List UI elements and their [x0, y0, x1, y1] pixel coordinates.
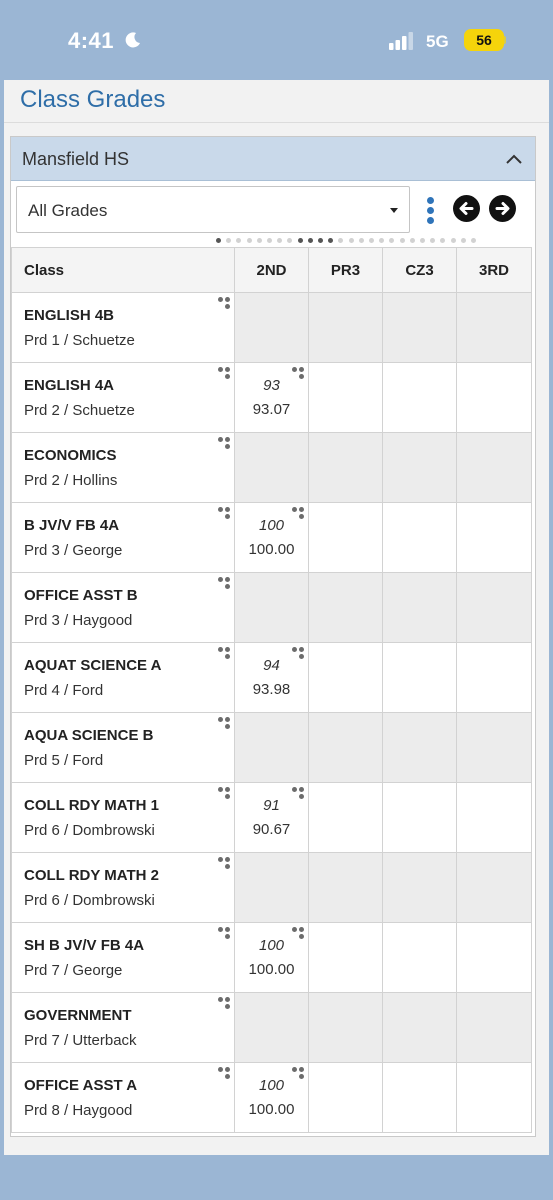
- grade-cell-pr3: [309, 783, 383, 853]
- grade-cell-cz3: [383, 1063, 457, 1133]
- pager-dot: [226, 238, 231, 243]
- three-dots-icon[interactable]: [292, 927, 304, 939]
- pager-dot: [236, 238, 241, 243]
- grade-cell-cz3: [383, 573, 457, 643]
- class-cell[interactable]: [12, 643, 235, 713]
- grade-cell-2nd: [235, 433, 309, 503]
- course-period-teacher: Prd 8 / Haygood: [24, 1101, 133, 1119]
- status-time: 4:41: [68, 28, 115, 53]
- network-label: 5G: [426, 32, 449, 51]
- pager-dot: [338, 238, 343, 243]
- table-row: [12, 783, 532, 853]
- grade-cell-pr3: [309, 573, 383, 643]
- grade-cell-3rd: [457, 293, 532, 363]
- battery-icon: 56: [464, 29, 504, 51]
- three-dots-icon[interactable]: [218, 437, 230, 449]
- course-period-teacher: Prd 2 / Schuetze: [24, 401, 135, 419]
- moon-icon: [124, 31, 142, 49]
- grade-cell-pr3: [309, 503, 383, 573]
- three-dots-icon[interactable]: [218, 857, 230, 869]
- grade-cell-2nd: [235, 713, 309, 783]
- grade-value: 100: [258, 1077, 285, 1094]
- course-name: AQUA SCIENCE B: [24, 726, 154, 744]
- course-name: OFFICE ASST B: [24, 586, 138, 604]
- grade-cell-cz3: [383, 783, 457, 853]
- pager-dot: [298, 238, 303, 243]
- course-period-teacher: Prd 6 / Dombrowski: [24, 891, 155, 909]
- pager-dot: [410, 238, 415, 243]
- pager-dot: [400, 238, 405, 243]
- grade-cell-2nd[interactable]: [235, 503, 309, 573]
- course-period-teacher: Prd 4 / Ford: [24, 681, 104, 699]
- course-name: ECONOMICS: [24, 446, 117, 464]
- table-header-row: [12, 248, 532, 293]
- class-cell[interactable]: [12, 503, 235, 573]
- three-dots-icon[interactable]: [292, 787, 304, 799]
- signal-icon: [389, 32, 415, 50]
- course-name: AQUAT SCIENCE A: [24, 656, 162, 674]
- grade-cell-cz3: [383, 433, 457, 503]
- three-dots-icon[interactable]: [218, 1067, 230, 1079]
- grade-cell-pr3: [309, 853, 383, 923]
- three-dots-icon[interactable]: [218, 577, 230, 589]
- course-period-teacher: Prd 1 / Schuetze: [24, 331, 135, 349]
- grades-panel: [10, 136, 536, 1137]
- grade-cell-2nd[interactable]: [235, 643, 309, 713]
- grade-precise-value: 100.00: [248, 541, 295, 558]
- grade-value: 93: [263, 377, 280, 394]
- course-period-teacher: Prd 7 / Utterback: [24, 1031, 137, 1049]
- grade-cell-2nd[interactable]: [235, 1063, 309, 1133]
- three-dots-icon[interactable]: [218, 367, 230, 379]
- grade-cell-3rd: [457, 853, 532, 923]
- grade-cell-3rd: [457, 783, 532, 853]
- grade-cell-pr3: [309, 923, 383, 993]
- grade-cell-cz3: [383, 993, 457, 1063]
- grade-cell-3rd: [457, 433, 532, 503]
- pager-dot: [420, 238, 425, 243]
- grade-cell-cz3: [383, 643, 457, 713]
- pager-dot: [287, 238, 292, 243]
- table-row: [12, 363, 532, 433]
- grade-cell-cz3: [383, 853, 457, 923]
- grades-table: [11, 247, 532, 1133]
- grade-cell-3rd: [457, 643, 532, 713]
- class-cell[interactable]: [12, 853, 235, 923]
- grade-precise-value: 100.00: [248, 1101, 295, 1118]
- pager-dot: [440, 238, 445, 243]
- page: [4, 80, 549, 1155]
- course-period-teacher: Prd 6 / Dombrowski: [24, 821, 155, 839]
- table-row: [12, 643, 532, 713]
- grade-cell-3rd: [457, 503, 532, 573]
- pager-dot: [267, 238, 272, 243]
- course-name: ENGLISH 4A: [24, 376, 115, 394]
- previous-period-button[interactable]: [453, 195, 480, 222]
- table-row: [12, 993, 532, 1063]
- three-dots-icon[interactable]: [218, 717, 230, 729]
- course-period-teacher: Prd 7 / George: [24, 961, 123, 979]
- class-cell[interactable]: [12, 363, 235, 433]
- pager-dot: [216, 238, 221, 243]
- table-row: [12, 503, 532, 573]
- class-cell[interactable]: [12, 293, 235, 363]
- table-row: [12, 1063, 532, 1133]
- class-cell[interactable]: [12, 993, 235, 1063]
- grade-filter-select[interactable]: [16, 186, 410, 233]
- column-header-3rd[interactable]: 3RD: [457, 248, 532, 293]
- grade-cell-pr3: [309, 993, 383, 1063]
- table-row: [12, 853, 532, 923]
- class-cell[interactable]: [12, 433, 235, 503]
- three-dots-icon[interactable]: [218, 507, 230, 519]
- pager-dot: [277, 238, 282, 243]
- grade-cell-2nd[interactable]: [235, 783, 309, 853]
- course-period-teacher: Prd 2 / Hollins: [24, 471, 118, 489]
- grade-precise-value: 100.00: [248, 961, 295, 978]
- column-header-pr3[interactable]: PR3: [309, 248, 383, 293]
- caret-down-icon: [390, 208, 398, 213]
- school-name: Mansfield HS: [22, 149, 130, 169]
- grade-cell-pr3: [309, 1063, 383, 1133]
- grade-cell-3rd: [457, 1063, 532, 1133]
- pager-dot: [257, 238, 262, 243]
- table-row: [12, 293, 532, 363]
- grade-precise-value: 93.98: [252, 681, 291, 698]
- three-dots-icon[interactable]: [218, 787, 230, 799]
- pager-dot: [471, 238, 476, 243]
- grade-cell-2nd[interactable]: [235, 923, 309, 993]
- three-dots-icon[interactable]: [292, 367, 304, 379]
- pager-dot: [389, 238, 394, 243]
- grade-cell-cz3: [383, 503, 457, 573]
- grade-cell-2nd: [235, 573, 309, 643]
- course-name: GOVERNMENT: [24, 1006, 132, 1024]
- kebab-menu-icon[interactable]: [425, 197, 435, 225]
- three-dots-icon[interactable]: [292, 647, 304, 659]
- column-header-2nd[interactable]: 2ND: [235, 248, 309, 293]
- grade-value: 100: [258, 517, 285, 534]
- grade-cell-cz3: [383, 923, 457, 993]
- grade-value: 94: [263, 657, 280, 674]
- grade-cell-cz3: [383, 293, 457, 363]
- grade-cell-2nd: [235, 993, 309, 1063]
- grade-cell-pr3: [309, 643, 383, 713]
- pager-dot: [461, 238, 466, 243]
- pager-dot: [318, 238, 323, 243]
- course-period-teacher: Prd 3 / George: [24, 541, 123, 559]
- pager-dot: [308, 238, 313, 243]
- class-cell[interactable]: [12, 713, 235, 783]
- three-dots-icon[interactable]: [218, 297, 230, 309]
- table-row: [12, 923, 532, 993]
- column-header-class: Class: [12, 248, 235, 293]
- grade-precise-value: 90.67: [252, 821, 291, 838]
- table-row: [12, 713, 532, 783]
- grade-cell-cz3: [383, 713, 457, 783]
- table-row: [12, 573, 532, 643]
- grade-filter-value: All Grades: [28, 201, 108, 220]
- chevron-up-icon[interactable]: [505, 151, 523, 169]
- course-name: OFFICE ASST A: [24, 1076, 138, 1094]
- grade-value: 100: [258, 937, 285, 954]
- column-header-cz3[interactable]: CZ3: [383, 248, 457, 293]
- course-period-teacher: Prd 5 / Ford: [24, 751, 104, 769]
- class-cell[interactable]: [12, 573, 235, 643]
- pager-dot: [349, 238, 354, 243]
- class-cell[interactable]: [12, 1063, 235, 1133]
- pager-dot: [369, 238, 374, 243]
- grade-value: 91: [263, 797, 280, 814]
- grade-cell-pr3: [309, 713, 383, 783]
- table-row: [12, 433, 532, 503]
- class-cell[interactable]: [12, 923, 235, 993]
- grade-cell-3rd: [457, 363, 532, 433]
- pager-dot: [359, 238, 364, 243]
- three-dots-icon[interactable]: [218, 997, 230, 1009]
- pager-dot: [328, 238, 333, 243]
- three-dots-icon[interactable]: [218, 647, 230, 659]
- grade-cell-3rd: [457, 713, 532, 783]
- pager-dot: [247, 238, 252, 243]
- pager-dot: [430, 238, 435, 243]
- arrow-left-circle-icon: [453, 195, 480, 222]
- course-period-teacher: Prd 3 / Haygood: [24, 611, 133, 629]
- course-name: ENGLISH 4B: [24, 306, 115, 324]
- battery-tip: [503, 36, 506, 44]
- three-dots-icon[interactable]: [292, 1067, 304, 1079]
- course-name: B JV/V FB 4A: [24, 516, 120, 534]
- page-title: Class Grades: [20, 86, 166, 113]
- arrow-right-circle-icon: [489, 195, 516, 222]
- class-cell[interactable]: [12, 783, 235, 853]
- pager-dot: [379, 238, 384, 243]
- next-period-button[interactable]: [489, 195, 516, 222]
- pager-dot: [451, 238, 456, 243]
- school-header[interactable]: [11, 137, 535, 181]
- course-name: COLL RDY MATH 2: [24, 866, 160, 884]
- grade-precise-value: 93.07: [252, 401, 291, 418]
- grade-cell-pr3: [309, 433, 383, 503]
- grade-cell-3rd: [457, 923, 532, 993]
- bottom-bar: [0, 1155, 553, 1200]
- three-dots-icon[interactable]: [292, 507, 304, 519]
- grade-cell-2nd: [235, 293, 309, 363]
- title-divider: [4, 122, 549, 123]
- grade-cell-3rd: [457, 993, 532, 1063]
- course-name: SH B JV/V FB 4A: [24, 936, 145, 954]
- grade-cell-2nd: [235, 853, 309, 923]
- grade-cell-cz3: [383, 363, 457, 433]
- three-dots-icon[interactable]: [218, 927, 230, 939]
- grade-cell-2nd[interactable]: [235, 363, 309, 433]
- grade-cell-pr3: [309, 293, 383, 363]
- status-bar: [0, 0, 553, 80]
- course-name: COLL RDY MATH 1: [24, 796, 160, 814]
- grade-cell-3rd: [457, 573, 532, 643]
- grade-cell-pr3: [309, 363, 383, 433]
